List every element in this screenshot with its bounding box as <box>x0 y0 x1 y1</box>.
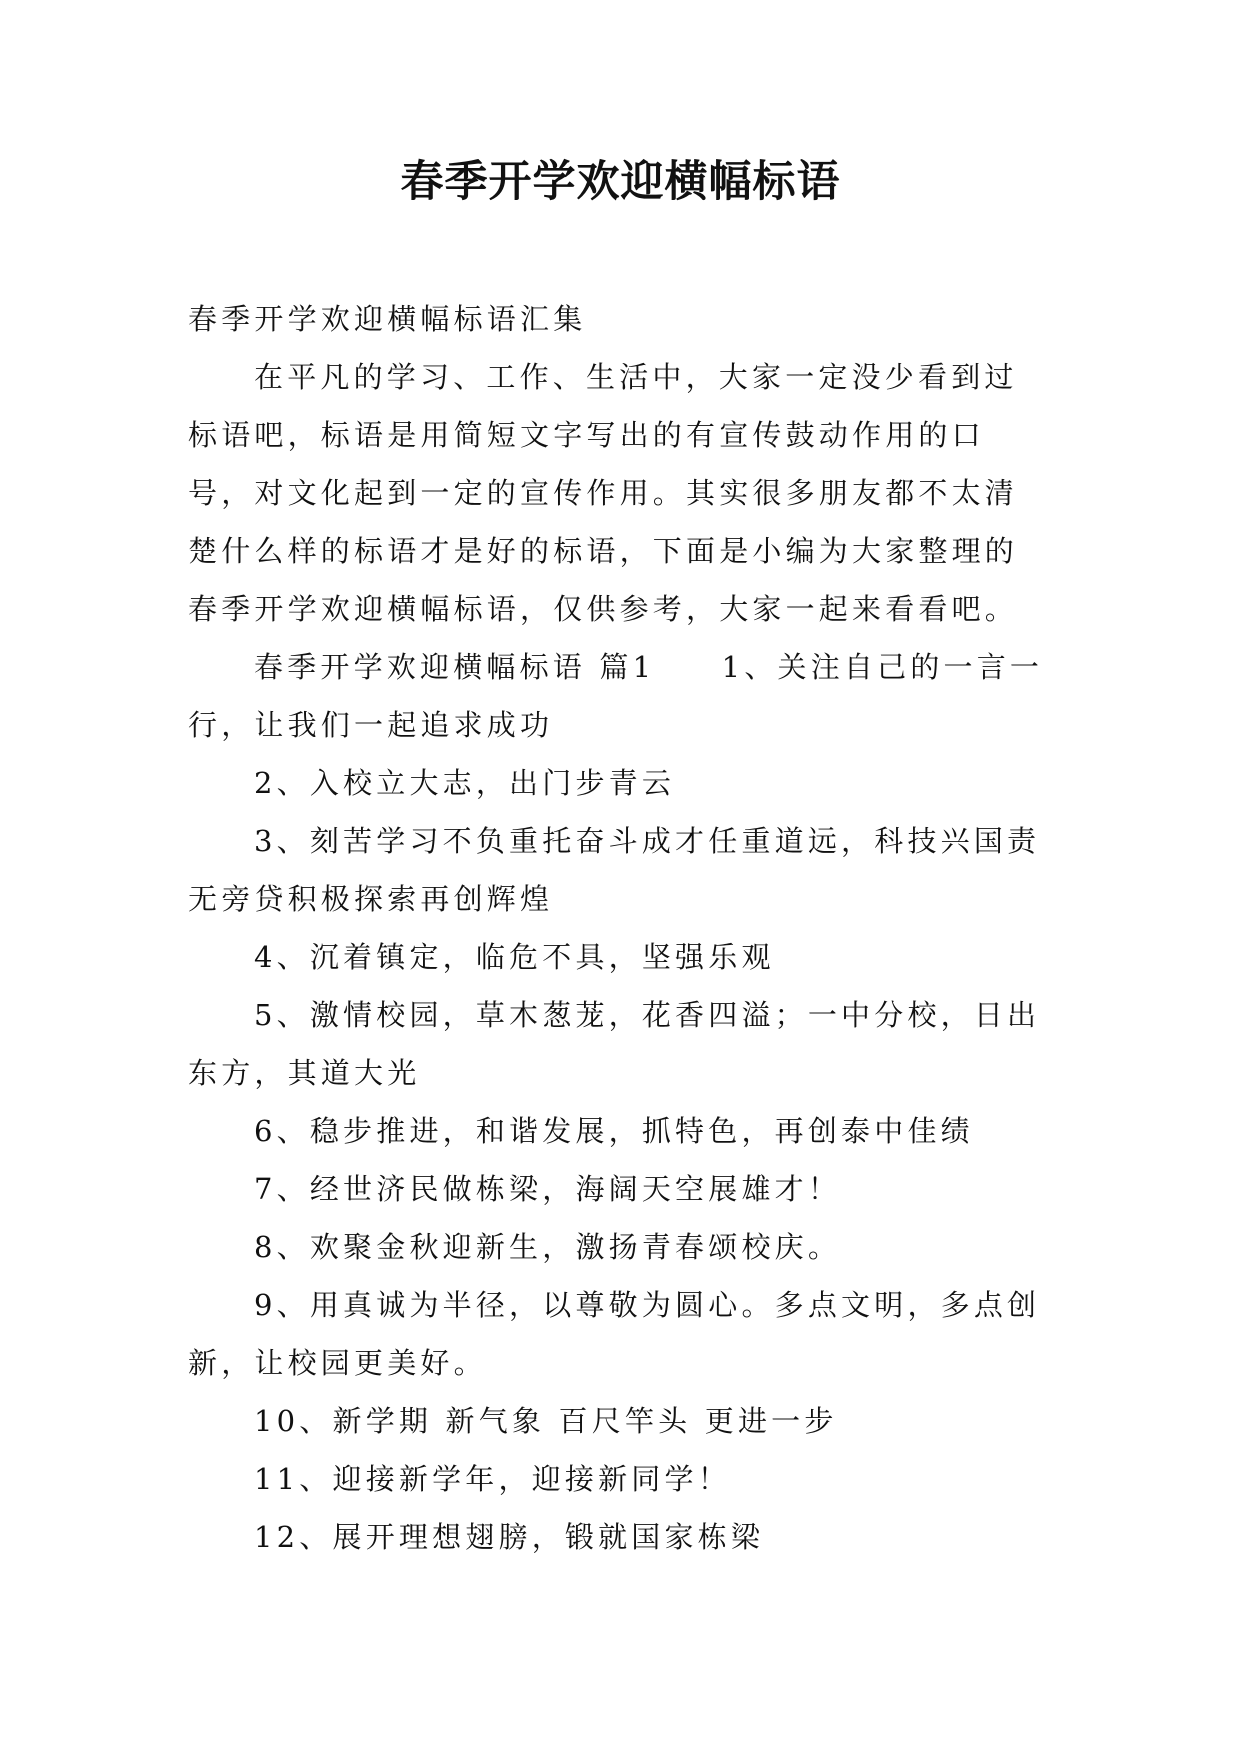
section-heading: 春季开学欢迎横幅标语 篇1 1、关注自己的一言一行，让我们一起追求成功 <box>188 650 1044 742</box>
list-item: 5、激情校园，草木葱茏，花香四溢；一中分校，日出东方，其道大光 <box>188 998 1041 1090</box>
intro-paragraph: 在平凡的学习、工作、生活中，大家一定没少看到过标语吧，标语是用简短文字写出的有宣传鼓动作用的口号，对文化起到一定的宣传作用。其实很多朋友都不太清楚什么样的标语才是好的标语，下面是小编为大家整理的春季开学欢迎横幅标语，仅供参考，大家一起来看看吧。 <box>188 360 1019 626</box>
list-item: 3、刻苦学习不负重托奋斗成才任重道远，科技兴国责无旁贷积极探索再创辉煌 <box>188 824 1041 916</box>
list-item: 12、展开理想翅膀，锻就国家栋梁 <box>254 1520 765 1554</box>
document-subtitle: 春季开学欢迎横幅标语汇集 <box>188 302 587 336</box>
list-item: 9、用真诚为半径，以尊敬为圆心。多点文明，多点创新，让校园更美好。 <box>188 1288 1041 1380</box>
list-item: 7、经世济民做栋梁，海阔天空展雄才！ <box>254 1172 842 1206</box>
list-item: 8、欢聚金秋迎新生，激扬青春颂校庆。 <box>254 1230 842 1264</box>
list-item: 2、入校立大志，出门步青云 <box>254 766 676 800</box>
document-title: 春季开学欢迎横幅标语 <box>400 157 841 207</box>
list-item: 10、新学期 新气象 百尺竿头 更进一步 <box>254 1404 838 1438</box>
list-item: 6、稳步推进，和谐发展，抓特色，再创泰中佳绩 <box>254 1114 974 1148</box>
list-item: 4、沉着镇定，临危不具，坚强乐观 <box>254 940 775 974</box>
document-body <box>188 290 1050 1566</box>
list-item: 11、迎接新学年，迎接新同学！ <box>254 1462 731 1496</box>
